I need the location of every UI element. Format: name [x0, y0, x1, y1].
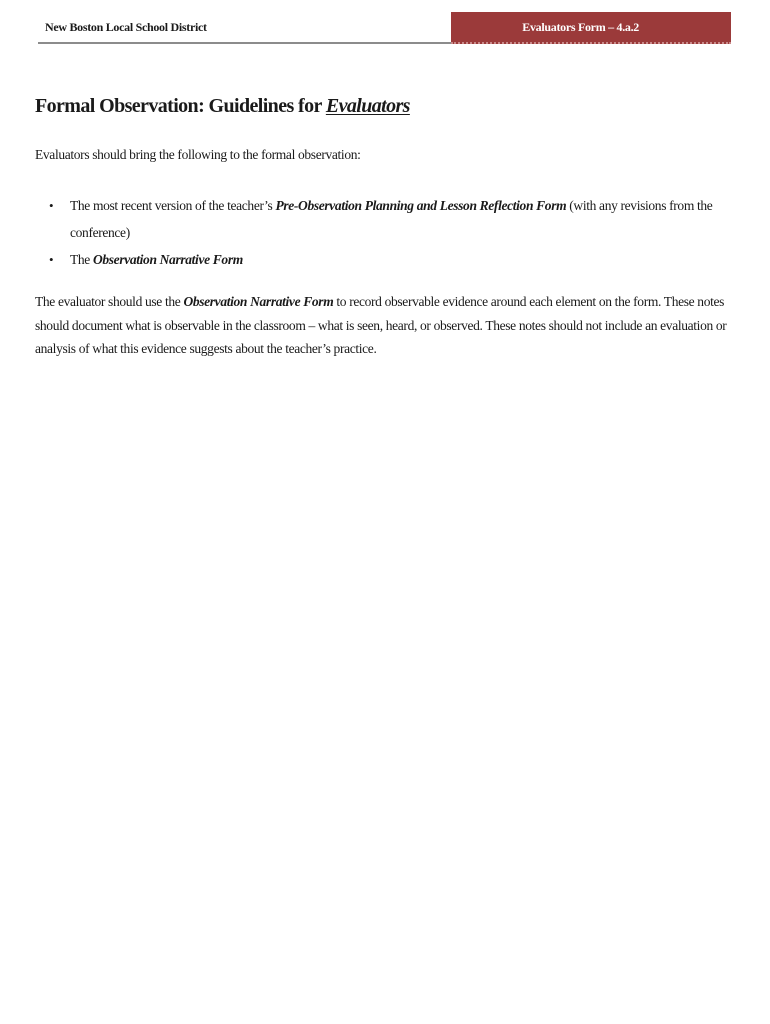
paragraph-text-before: The evaluator should use the — [35, 294, 184, 309]
list-item — [35, 192, 725, 246]
bullet-text-after: (with any revisions from the conference) — [70, 198, 713, 240]
bullet-icon: • — [49, 252, 54, 267]
bullet-text-emphasis: Pre-Observation Planning and Lesson Reflection Form — [275, 198, 567, 213]
title-prefix: Formal Observation: Guidelines for — [35, 95, 326, 117]
page-header — [38, 12, 731, 44]
header-accent-panel — [451, 12, 731, 44]
bullet-text-before: The — [70, 252, 93, 267]
paragraph-text-after: to record observable evidence around each element on the form. These notes should document what is observable in the classroom – what is seen, heard, or observed. These notes should not include an evaluation or analysis of what this evidence suggests about the teacher’s practice. — [35, 294, 727, 356]
paragraph-text-emphasis: Observation Narrative Form — [183, 294, 334, 309]
bullet-text-emphasis: Observation Narrative Form — [92, 252, 243, 267]
intro-text: Evaluators should bring the following to the formal observation: — [35, 147, 361, 162]
title-emphasis: Evaluators — [325, 95, 410, 117]
bullet-text-before: The most recent version of the teacher’s — [70, 198, 276, 213]
list-item — [35, 246, 725, 273]
bullet-list — [35, 192, 725, 273]
bullet-icon: • — [49, 198, 54, 213]
district-name: New Boston Local School District — [45, 20, 207, 34]
form-id: Evaluators Form – 4.a.2 — [522, 20, 639, 34]
guidance-paragraph — [35, 290, 730, 361]
page-title — [35, 95, 410, 118]
header-left-panel — [38, 12, 451, 44]
